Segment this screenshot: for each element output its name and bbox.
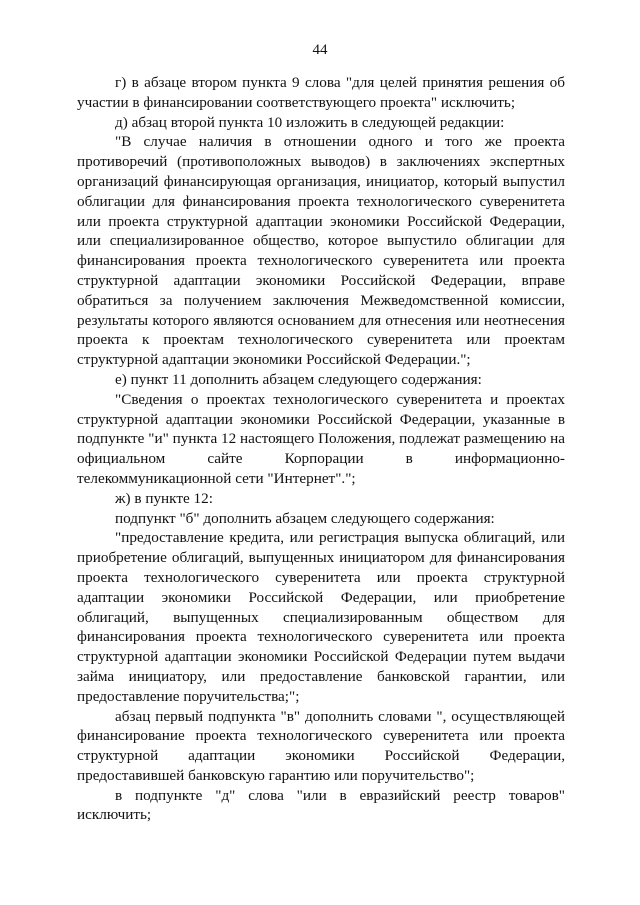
paragraph-item-zh: ж) в пункте 12: [115, 489, 213, 507]
paragraph-subitem-b: подпункт "б" дополнить абзацем следующего содержания: [115, 509, 495, 527]
paragraph-subitem-v: абзац первый подпункта "в" дополнить словами ", осуществляющей финансирование проекта технологического суверенитета или проекта структурной адаптации экономики Российской Федерации, предоставившей банковскую гарантию или поручительство"; [77, 707, 565, 784]
quoted-paragraph-11: "Сведения о проектах технологического суверенитета и проектах структурной адаптации экономики Российской Федерации, указанные в подпункте "и" пункта 12 настоящего Положения, подлежат размещению на официальном сайте Корпорации в информационно-телекоммуникационной сети "Интернет"."; [77, 390, 565, 487]
paragraph-item-g: г) в абзаце втором пункта 9 слова "для целей принятия решения об участии в финансировании соответствующего проекта" исключить; [77, 74, 565, 111]
quoted-paragraph-12b: "предоставление кредита, или регистрация выпуска облигаций, или приобретение облигаций, выпущенных инициатором для финансирования проекта технологического суверенитета или проекта структурной адаптации экономики Российской Федерации, или приобретение облигаций, выпущенных специализированным обществом для финансирования проекта технологического суверенитета или проекта структурной адаптации экономики Российской Федерации путем выдачи займа инициатору, или предоставление банковской гарантии, или предоставление поручительства;"; [77, 529, 565, 705]
paragraph-item-d: д) абзац второй пункта 10 изложить в следующей редакции: [115, 113, 505, 131]
paragraph-item-e: е) пункт 11 дополнить абзацем следующего содержания: [115, 370, 482, 388]
quoted-paragraph-10: "В случае наличия в отношении одного и того же проекта противоречий (противоположных выводов) в заключениях экспертных организаций финансирующая организация, инициатор, который выпустил облигации для финансирования проекта технологического суверенитета или проекта структурной адаптации экономики Российской Федерации, или специализированное общество, которое выпустило облигации для финансирования проекта технологического суверенитета или проекта структурной адаптации экономики Российской Федерации, вправе обратиться за получением заключения Межведомственной комиссии, результаты которого являются основанием для отнесения или неотнесения проекта к проектам технологического суверенитета или проектам структурной адаптации экономики Российской Федерации."; [77, 133, 565, 369]
paragraph-subitem-d: в подпункте "д" слова "или в евразийский реестр товаров" исключить; [77, 786, 565, 824]
document-body [77, 73, 565, 825]
page-number: 44 [312, 42, 328, 58]
